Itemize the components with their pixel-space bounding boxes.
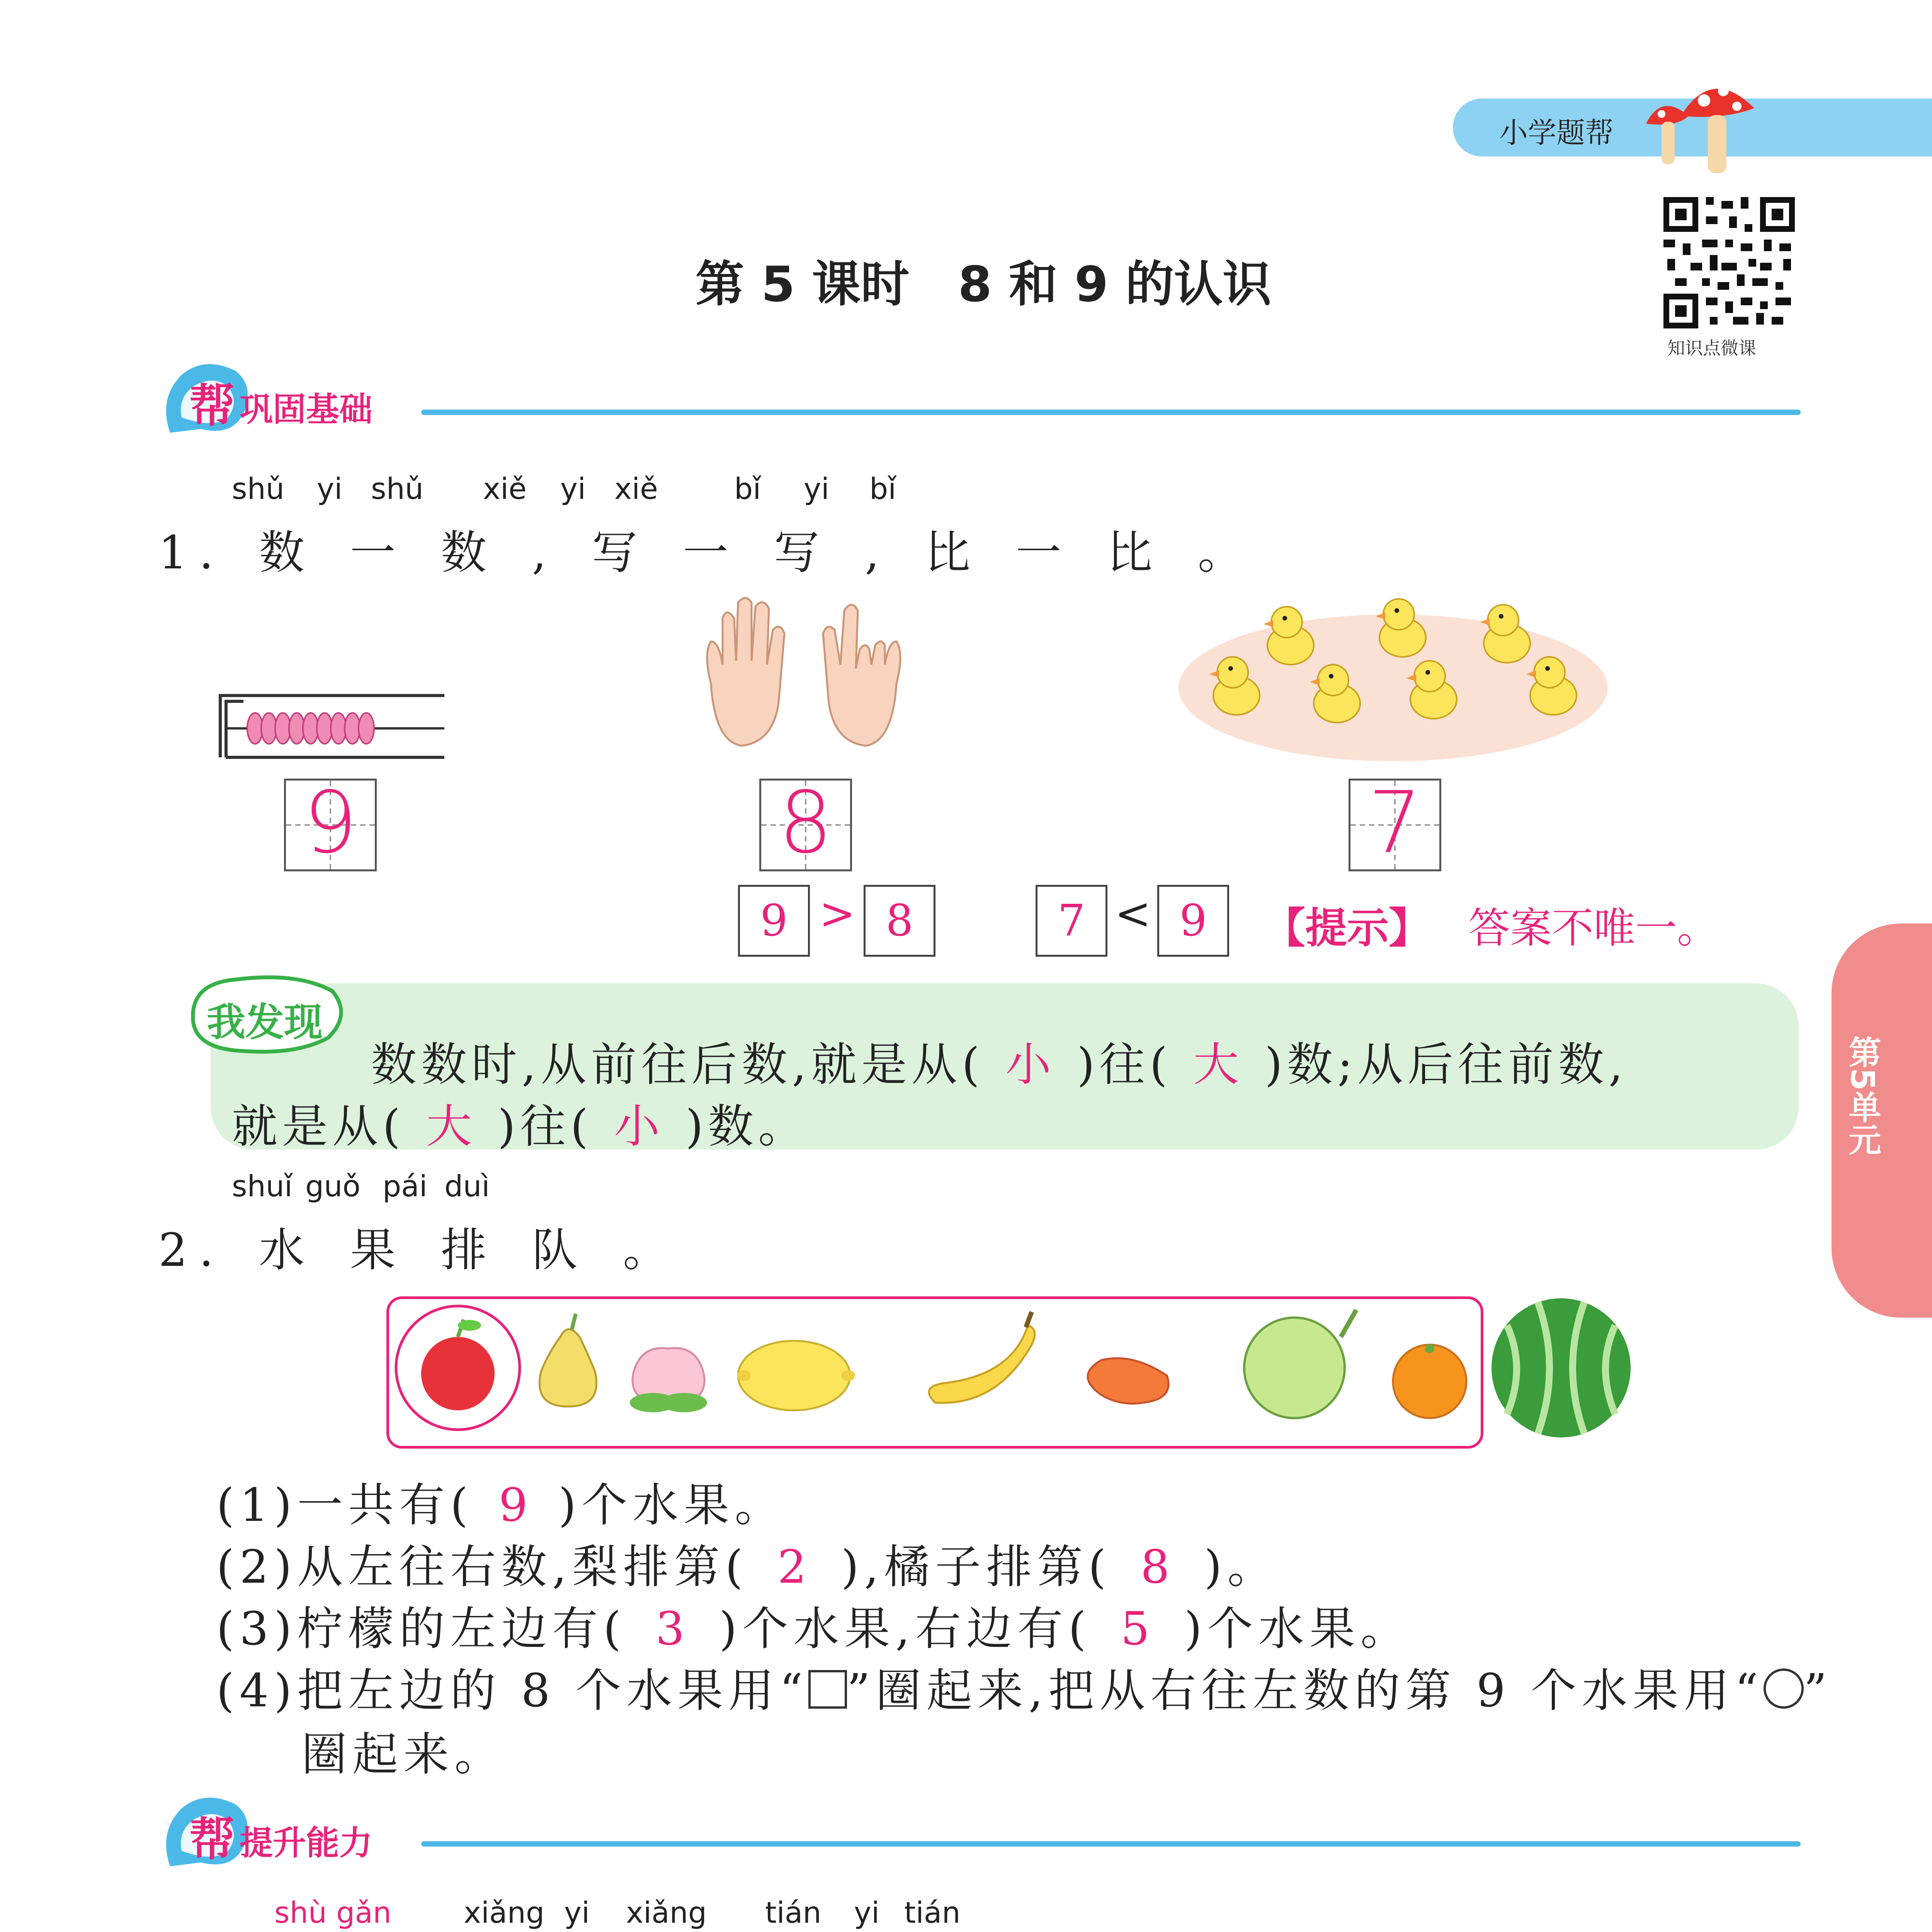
pinyin: yi: [317, 471, 343, 506]
answer: 小: [614, 1100, 665, 1153]
q2-sub-4: (4)把左边的 8 个水果用“ ”圈起来,把从右往左数的第 9 个水果用“ ”: [216, 1664, 1833, 1717]
answer: 大: [1193, 1038, 1244, 1091]
answer: 9: [498, 1478, 533, 1532]
watermelon-icon: [1492, 1298, 1631, 1437]
writing-grid[interactable]: [1349, 773, 1441, 872]
lemon-icon: [737, 1341, 855, 1410]
melon-icon: [1244, 1310, 1356, 1418]
compare-box[interactable]: [1036, 885, 1107, 957]
pinyin: xiě: [614, 471, 658, 506]
hint-label: 【提示】: [1264, 904, 1431, 952]
answer: 8: [1140, 1540, 1175, 1594]
compare-value: 7: [1058, 896, 1085, 946]
answer: 大: [426, 1100, 477, 1153]
pinyin: yi: [854, 1895, 880, 1930]
pinyin: duì: [444, 1169, 490, 1203]
discover-line-2: 就是从( 大 )往( 小 )数。: [232, 1090, 808, 1155]
writing-grid[interactable]: [759, 773, 852, 872]
pear-icon: [539, 1314, 596, 1406]
answer: 2: [777, 1540, 812, 1594]
hint-text: 答案不唯一。: [1468, 904, 1719, 952]
compare-operator: >: [819, 889, 855, 939]
compare-value: 8: [886, 896, 913, 946]
pinyin: yi: [560, 471, 586, 506]
discover-line-1: 数数时,从前往后数,就是从( 小 )往( 大 )数;从后往前数,: [371, 1028, 1628, 1094]
section-divider: [421, 1841, 1801, 1847]
pinyin: shǔ: [232, 471, 284, 506]
qr-caption: 知识点微课: [1667, 338, 1756, 359]
circle-icon: [1764, 1668, 1804, 1709]
apple-icon: [421, 1320, 495, 1410]
q2-sub-4-cont: 圈起来。: [301, 1728, 506, 1781]
answer: 5: [1121, 1602, 1155, 1655]
section-divider: [421, 410, 1801, 415]
pinyin: tián: [904, 1895, 961, 1930]
pinyin: pái: [383, 1169, 427, 1203]
hands-icon: [696, 587, 912, 753]
discover-badge: 我发现: [207, 1000, 323, 1045]
abacus-icon: [209, 680, 448, 765]
written-digit: 8: [779, 773, 833, 872]
pinyin: guǒ: [305, 1169, 361, 1203]
peach-icon: [630, 1348, 707, 1412]
compare-box[interactable]: [864, 885, 935, 957]
answer: 3: [655, 1602, 690, 1655]
compare-value: 9: [1179, 896, 1207, 946]
fruit-row: [386, 1287, 1646, 1453]
chicks-plate-icon: [1175, 580, 1611, 765]
writing-grid[interactable]: [284, 773, 377, 872]
pinyin: xiǎng: [464, 1895, 545, 1930]
mango-icon: [1088, 1358, 1168, 1404]
pinyin: xiě: [483, 471, 527, 506]
lesson-title: 第 5 课时 8 和 9 的认识: [696, 256, 1272, 313]
qr-code-icon[interactable]: [1660, 193, 1799, 332]
section-badge: 帮: [189, 379, 235, 432]
compare-operator: <: [1115, 889, 1151, 939]
brand-text: 小学题帮: [1499, 116, 1614, 150]
pinyin: xiǎng: [626, 1895, 707, 1930]
mushroom-icon: [1638, 70, 1777, 178]
pinyin: tián: [765, 1895, 821, 1930]
answer: 小: [1005, 1038, 1056, 1091]
pinyin: yi: [804, 471, 830, 506]
pinyin: bǐ: [869, 471, 896, 506]
q2-sub-1: (1)一共有( 9 )个水果。: [216, 1478, 786, 1532]
compare-box[interactable]: [738, 885, 810, 957]
pinyin: shǔ: [371, 471, 423, 506]
question-2-prompt: 2. 水 果 排 队 。: [158, 1223, 680, 1277]
orange-icon: [1393, 1344, 1466, 1418]
compare-box[interactable]: [1157, 885, 1229, 957]
section-badge: 帮: [189, 1813, 235, 1866]
q2-sub-3: (3)柠檬的左边有( 3 )个水果,右边有( 5 )个水果。: [216, 1602, 1412, 1655]
banana-icon: [929, 1312, 1035, 1403]
pinyin: shuǐ: [232, 1169, 293, 1203]
written-digit: 9: [303, 773, 357, 872]
square-icon: [808, 1670, 847, 1709]
unit-tab-label: 第5单元: [1844, 1036, 1881, 1156]
q2-sub-2: (2)从左往右数,梨排第( 2 ),橘子排第( 8 )。: [216, 1540, 1279, 1594]
pinyin: bǐ: [734, 471, 761, 506]
pinyin: yi: [564, 1895, 590, 1930]
section-title-advanced: 提升能力: [240, 1824, 372, 1862]
compare-value: 9: [760, 896, 788, 946]
section-title-basic: 巩固基础: [240, 390, 372, 429]
question-1-prompt: 1. 数 一 数 , 写 一 写 , 比 一 比 。: [158, 526, 1255, 579]
written-digit: 7: [1368, 773, 1422, 872]
pinyin: shù gǎn: [274, 1895, 392, 1930]
